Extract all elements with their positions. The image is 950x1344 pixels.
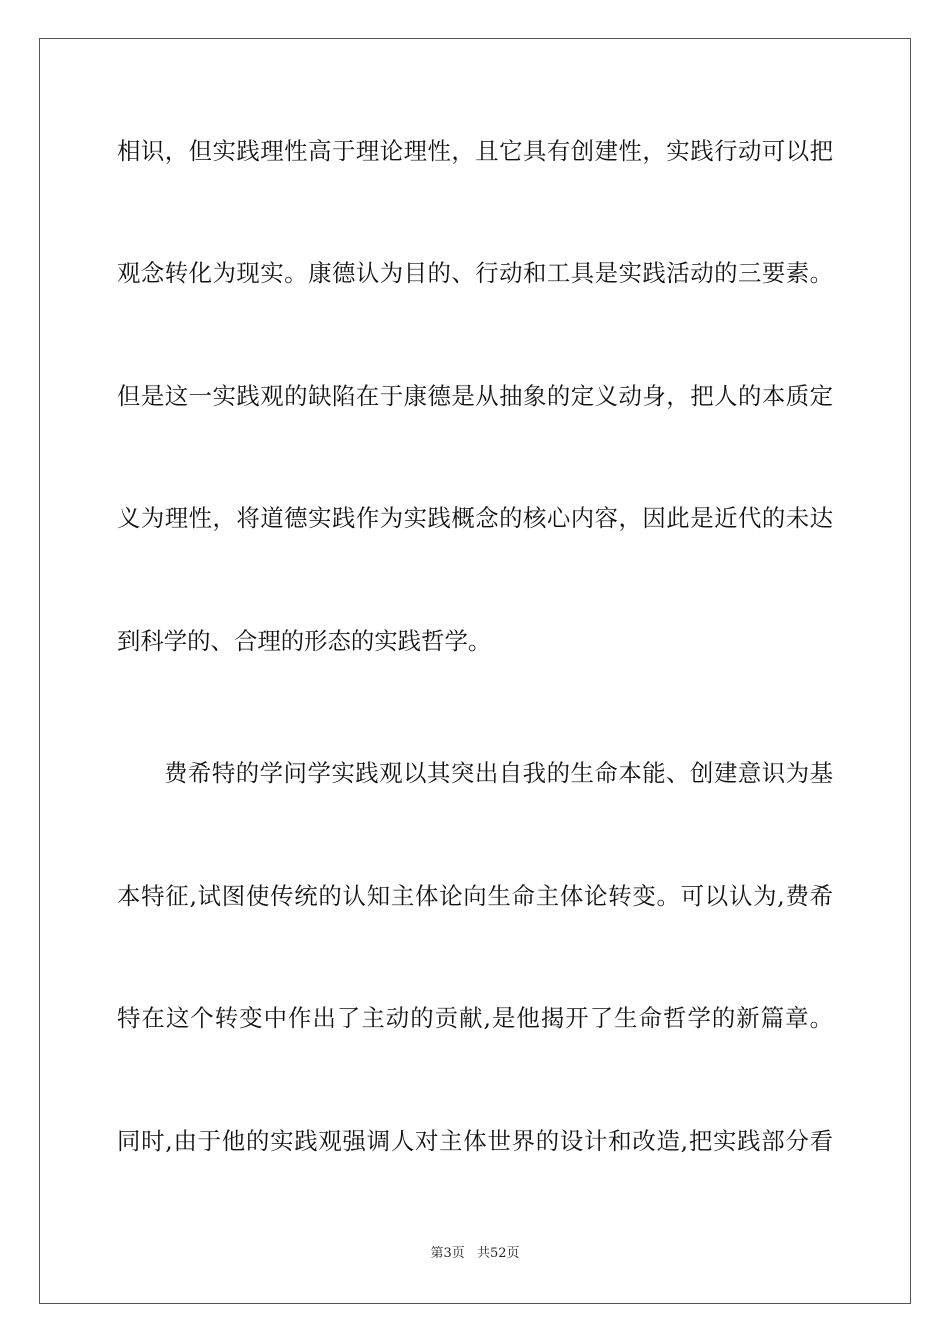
- text-line: 同时,由于他的实践观强调人对主体世界的设计和改造,把实践部分看: [117, 1127, 833, 1155]
- text-line: 本特征,试图使传统的认知主体论向生命主体论转变。可以认为,费希: [117, 882, 833, 910]
- text-line: 相识，但实践理性高于理论理性，且它具有创建性，实践行动可以把: [117, 137, 833, 165]
- text-line: 但是这一实践观的缺陷在于康德是从抽象的定义动身，把人的本质定: [117, 382, 833, 410]
- page-border: [39, 38, 911, 1304]
- text-line: 到科学的、合理的形态的实践哲学。: [117, 627, 492, 655]
- text-line: 义为理性，将道德实践作为实践概念的核心内容，因此是近代的未达: [117, 504, 833, 532]
- text-line: 特在这个转变中作出了主动的贡献,是他揭开了生命哲学的新篇章。: [117, 1004, 833, 1032]
- page-footer: [0, 1245, 950, 1263]
- page-number: 第3页: [430, 1246, 465, 1261]
- page-total: 共52页: [476, 1246, 520, 1261]
- text-line: 观念转化为现实。康德认为目的、行动和工具是实践活动的三要素。: [117, 259, 833, 287]
- text-line: 费希特的学问学实践观以其突出自我的生命本能、创建意识为基: [164, 759, 833, 787]
